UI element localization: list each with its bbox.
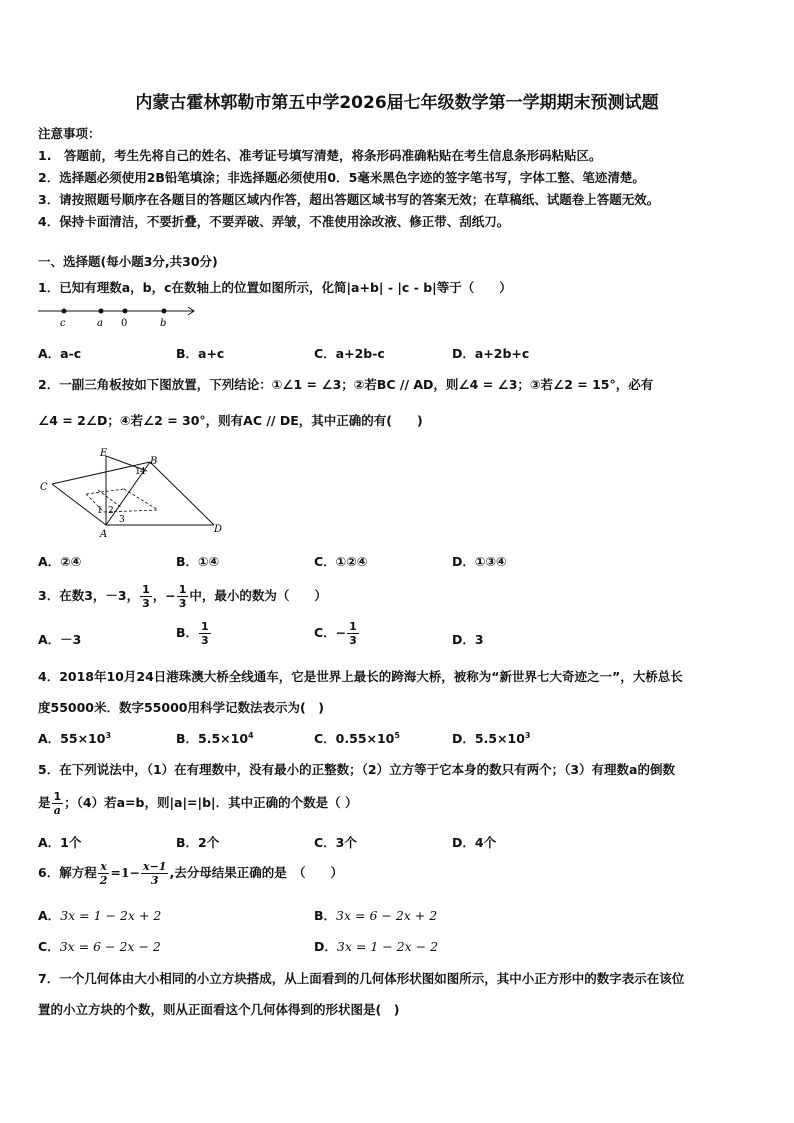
q6-fraction-a: $\frac{x}{2}$ [99,860,108,887]
q2-line2: ∠4 = 2∠D；④若∠2 = 30°，则有AC // DE，其中正确的有( ) [38,413,423,428]
label-a: a [97,318,103,329]
q2-option-d: D．①③④ [452,554,507,569]
q2-option-c: C．①②④ [314,554,368,569]
q4-option-d: D．$5.5\times 10^3$ [452,730,531,746]
q6-option-a: A．3x = 1 − 2x + 2 [38,908,162,923]
label-B: B [150,456,158,467]
q5-line1: 5．在下列说法中，（1）在有理数中，没有最小的正整数；（2）立方等于它本身的数只有两个；（3）有理数a的倒数 [38,762,675,777]
angle-4: 4 [140,467,146,477]
q3-stem-pre: 3．在数3，－3， [38,588,140,603]
angle-2: 2 [108,506,114,516]
q1-option-b: B．a+c [176,346,225,361]
number-line-figure [36,302,202,332]
q3-option-c: C．− $\frac{1}{3}$ [314,620,357,647]
label-D: D [214,524,223,535]
exam-title: 内蒙古霍林郭勒市第五中学2026届七年级数学第一学期期末预测试题 [135,93,659,113]
notice-item-1: 1. 答题前，考生先将自己的姓名、准考证号填写清楚，将条形码准确粘贴在考生信息条形码粘贴区。 [38,148,602,163]
q4-option-b: B．$5.5\times 10^4$ [176,730,254,746]
label-zero: 0 [121,318,128,329]
q3-stem-post: 中，最小的数为（ ） [189,588,327,603]
q5-option-a: A．1个 [38,835,82,850]
q6-stem: 6．解方程 $\frac{x}{2}$ =1− $\frac{x-1}{3}$ ,去分母结果正确的是 （ ） [38,860,343,887]
q5-fraction: $\frac{1}{a}$ [53,790,62,817]
q1-option-c: C．a+2b-c [314,346,385,361]
notice-item-4: 4．保持卡面清洁，不要折叠，不要弄破、弄皱，不准使用涂改液、修正带、刮纸刀。 [38,214,510,229]
q3-fraction-a: $\frac{1}{3}$ [142,583,150,610]
q5-line2: 是 $\frac{1}{a}$ ；（4）若a=b，则|a|=|b|．其中正确的个数是（ ） [38,790,358,817]
label-C: C [40,482,48,493]
q1-option-d: D．a+2b+c [452,346,530,361]
q3-option-a: A．－3 [38,632,82,647]
q3-option-b: B． $\frac{1}{3}$ [176,620,209,647]
label-b: b [160,318,167,329]
q2-option-b: B．①④ [176,554,220,569]
q4-option-a: A．$55\times 10^3$ [38,730,112,746]
angle-1-top: 1 [135,467,141,477]
angle-1: 1 [97,506,103,516]
label-c: c [60,318,66,329]
q1-stem: 1．已知有理数a，b，c在数轴上的位置如图所示，化简|a+b| - |c - b|等于（ ） [38,280,512,295]
q3-stem-mid: ，− [152,588,176,603]
notice-heading: 注意事项： [38,126,101,141]
q5-option-b: B．2个 [176,835,220,850]
q2-option-a: A．②④ [38,554,82,569]
q6-fraction-b: $\frac{x-1}{3}$ [143,860,167,887]
triangle-figure [36,446,232,538]
q1-option-a: A．a-c [38,346,82,361]
q4-option-c: C．$0.55\times 10^5$ [314,730,400,746]
q6-option-d: D．3x = 1 − 2x − 2 [314,939,439,954]
notice-item-3: 3．请按照题号顺序在各题目的答题区域内作答，超出答题区域书写的答案无效；在草稿纸、试题卷上答题无效。 [38,192,660,207]
q5-option-c: C．3个 [314,835,357,850]
q4-line1: 4．2018年10月24日港珠澳大桥全线通车，它是世界上最长的跨海大桥，被称为“新世界七大奇迹之一”，大桥总长 [38,669,683,684]
q6-option-b: B．3x = 6 − 2x + 2 [314,908,438,923]
q7-line2: 置的小立方块的个数，则从正面看这个几何体得到的形状图是( ) [38,1002,400,1017]
q3-option-d: D．3 [452,632,484,647]
label-A: A [100,529,108,538]
q5-option-d: D．4个 [452,835,497,850]
q2-line1: 2．一副三角板按如下图放置，下列结论：①∠1 = ∠3；②若BC // AD，则∠4 = ∠3；③若∠2 = 15°，必有 [38,377,654,392]
q6-option-c: C．3x = 6 − 2x − 2 [38,939,161,954]
q3-fraction-b: $\frac{1}{3}$ [178,583,187,610]
q4-line2: 度55000米．数字55000用科学记数法表示为( ) [38,700,324,715]
notice-item-2: 2．选择题必须使用2B铅笔填涂；非选择题必须使用0．5毫米黑色字迹的签字笔书写，字体工整、笔迹清楚。 [38,170,645,185]
angle-3: 3 [119,515,125,525]
label-E: E [100,448,108,459]
q3-stem [38,583,327,610]
q7-line1: 7．一个几何体由大小相同的小立方块搭成，从上面看到的几何体形状图如图所示，其中小正方形中的数字表示在该位 [38,971,685,986]
section-heading: 一、选择题(每小题3分,共30分) [38,254,218,269]
